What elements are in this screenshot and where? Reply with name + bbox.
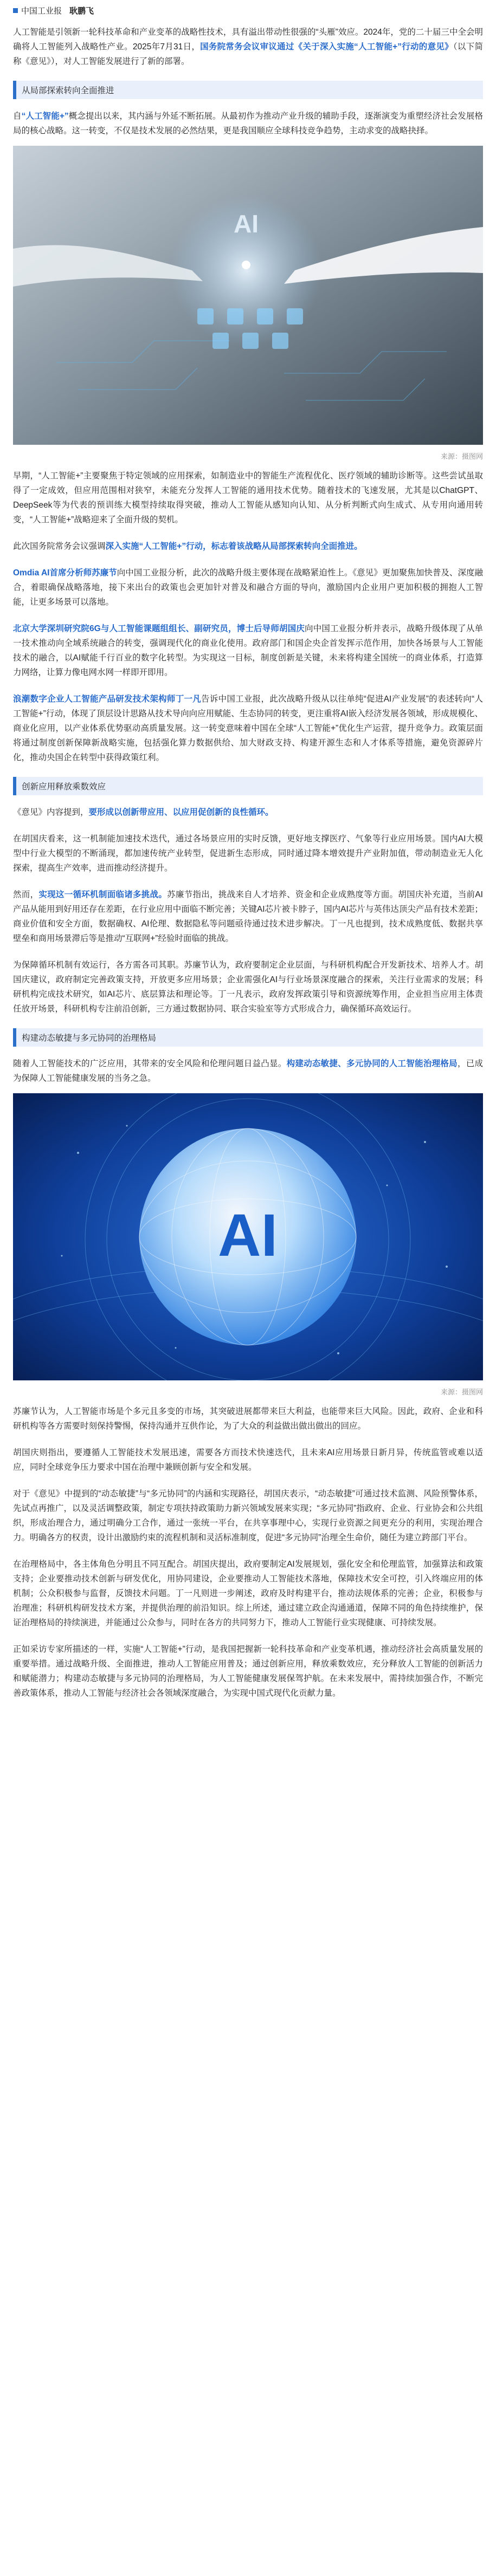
intro-paragraph xyxy=(0,25,496,69)
s1-paragraph-1 xyxy=(0,109,496,138)
s1-p4-expert: Omdia AI首席分析师苏廉节 xyxy=(13,568,117,578)
image-ai-label: AI xyxy=(234,210,259,238)
s1-p4-text: 向中国工业报分析，此次的战略升级主要体现在战略紧迫性上。《意见》更加聚焦加快普及、深度融合，着眼确保战略落地，接下来出台的政策也会更加针对普及和融合方面的导向，激励国内企业用户更加积极的拥抱人工智能，让更多场景可以落地。 xyxy=(13,568,483,607)
article-header xyxy=(0,0,496,17)
s1-paragraph-2: 早期，“人工智能+”主要聚焦于特定领域的应用探索，如制造业中的智能生产流程优化、医疗领域的辅助诊断等。这些尝试虽取得了一定成效，但应用范围相对狭窄，未能充分发挥人工智能的通用技术优势。随着技术的飞速发展，尤其是以ChatGPT、DeepSeek等为代表的预训练大模型持续取得突破，推动人工智能从感知向认知、从分析判断式向生成式、从专用向通用转变，“人工智能+”战略迎来了全面升级的契机。 xyxy=(13,471,483,524)
s3-paragraph-3: 胡国庆则指出，要遵循人工智能技术发展迅速，需要各方而技术快速迭代，且未来AI应用场景日新月异，传统监管或难以适应，同时全球竞争压力要求中国在治理中兼顾创新与安全和发展。 xyxy=(13,1448,483,1472)
section-bar-decoration xyxy=(13,81,16,99)
s1-p6-text: 告诉中国工业报，此次战略升级从以往单纯“促进AI产业发展”的表述转向“人工智能+”行动，体现了顶层设计思路从技术导向向应用赋能、生态协同的转变，更注重将AI嵌入经济发展各领域，形成规模化、商业化应用，以产业体系优势驱动高质量发展。这一转变意味着中国在全球“人工智能+”优化生产运营，提升竞争力。政策层面将通过制度创新保障新战略实施，包括强化算力数据供给、加大财政支持、构建开源生态和人才体系等措施，避免资源碎片化，推动央国企在转型中获得政策红利。 xyxy=(13,695,483,762)
s2-p3-highlight: 实现这一循环机制面临诸多挑战。 xyxy=(38,890,168,899)
robot-hand-image xyxy=(13,146,483,447)
s1-p5-expert: 北京大学深圳研究院6G与人工智能课题组组长、副研究员，博士后导师胡国庆 xyxy=(13,624,305,633)
s3-paragraph-2: 苏廉节认为，人工智能市场是个多元且多变的市场，其突破进展都带来巨大利益，也能带来巨大风险。因此，政府、企业和科研机构等各方需要时刻保持警惕，保持沟通并互供作论，为了大众的利益做出做出做出的回应。 xyxy=(13,1407,483,1431)
intro-highlight-link[interactable]: 国务院常务会议审议通过《关于深入实施“人工智能+”行动的意见》 xyxy=(200,42,453,51)
s3-p1-highlight: 构建动态敏捷、多元协同的人工智能治理格局 xyxy=(286,1059,458,1068)
s2-paragraph-4: 为保障循环机制有效运行，各方需各司其职。苏廉节认为，政府要制定企业层面，与科研机构配合开发新技术、培养人才。胡国庆建议，政府制定完善政策支持，开放更多应用场景；企业需强化AI与行业场景深度融合的探索，关注行业需求的发展；科研机构完成技术研究，如AI芯片、底层算法和理论等。丁一凡表示，政府发挥政策引导和资源统筹作用，企业担当应用主体责任放开场景，科研机构专注前沿创新，三方通过数据协同、联合实验室等方式形成合力，确保循环高效运行。 xyxy=(13,961,483,1014)
section-title-text: 创新应用释放乘数效应 xyxy=(22,782,106,791)
square-bullet-icon xyxy=(13,8,18,13)
section-title-2 xyxy=(13,777,483,795)
s1-paragraph-4 xyxy=(0,566,496,609)
s1-p1-highlight: “人工智能+” xyxy=(21,112,69,121)
s3-paragraph-4: 对于《意见》中提到的“动态敏捷”与“多元协同”的内涵和实现路径，胡国庆表示，“动态敏捷”可通过技术监测、风险预警体系，先试点再推广，以及灵活调整政策，制定专项扶持政策助力新兴领域发展来实现；“多元协同”指政府、企业、行业协会和公共组织，形成治理合力，通过明确分工合作，通过一张统一平台，在共享事理中心，实现行业资源之间更充分的利用，实现治理合力。明确各方的权责，设计出激励约束的流程机制和灵活标准制度，促进“多元协同”治理全生命价，随任为建立跨部门平台。 xyxy=(13,1489,483,1542)
image-ai-label: AI xyxy=(218,1202,278,1269)
s3-p1-end: ，已成为保障人工智能健康发展的当务之急。 xyxy=(13,1059,483,1083)
s1-paragraph-5 xyxy=(0,621,496,680)
source-label xyxy=(13,5,62,16)
image-caption-1: 来源：摄图网 xyxy=(440,452,483,460)
ai-globe-image xyxy=(13,1093,483,1383)
section-title-1 xyxy=(13,81,483,99)
intro-text: 人工智能是引领新一轮科技革命和产业变革的战略性技术，具有溢出带动性很强的“头雁”效应。2024年，党的二十届三中全会明确将人工智能列入战略性产业。2025年7月31日， xyxy=(13,28,483,51)
s1-p3-start: 此次国务院常务会议强调 xyxy=(13,542,106,551)
s1-p1-start: 自 xyxy=(13,112,22,121)
s2-p3-start: 然而， xyxy=(13,890,39,899)
ai-globe-illustration xyxy=(13,1093,483,1380)
section-title-text: 构建动态敏捷与多元协同的治理格局 xyxy=(22,1034,157,1043)
s3-paragraph-1 xyxy=(0,1056,496,1086)
s1-p5-text: 向中国工业报分析并表示，战略升级体现了从单一技术推动向全域系统融合的转变，强调现代化的商业化使用。政府部门和国企央企首发挥示范作用，加快各场景与人工智能技术的融合，以AI赋能千行百业的数字化转型。为实现这一目标，制度创新是关键，未来将构建全国统一的商业体系，打造算力网络，让算力像电网水网一样即开即用。 xyxy=(13,624,483,677)
s2-p3-text: 苏廉节指出，挑战来自人才培养、资金和企业成熟度等方面。胡国庆补充道，当前AI产品从能用到好用还存在差距，在行业应用中面临不断完善；关键AI芯片被卡脖子，国内AI芯片与英伟达顶尖产品有技术差距；商业价值和安全方面，数据确权、AI伦理、数据隐私等问题亟待通过技术进步解决。丁一凡也提到，技术成熟度低、数据共享壁垒和商用场景滞后等是推动“互联网+”经验时面临的挑战。 xyxy=(13,890,483,943)
section-bar-decoration xyxy=(13,777,16,795)
section-bar-decoration xyxy=(13,1028,16,1047)
robot-hand-illustration xyxy=(13,146,483,445)
s2-paragraph-3 xyxy=(0,887,496,946)
author-name: 耿鹏飞 xyxy=(69,6,94,16)
s1-paragraph-6 xyxy=(0,692,496,765)
s1-p3-highlight: 深入实施“人工智能+”行动，标志着该战略从局部探索转向全面推进。 xyxy=(105,542,363,551)
s2-paragraph-1 xyxy=(0,805,496,820)
s3-paragraph-6: 正如采访专家所描述的一样，实施“人工智能+”行动，是我国把握新一轮科技革命和产业变革机遇，推动经济社会高质量发展的重要举措。通过战略升级、全面推进，推动人工智能应用普及；通过创新应用，释放乘数效应，充分释放人工智能的创新活力和赋能潜力；构建动态敏捷与多元协同的治理格局，为人工智能健康发展保驾护航。在未来发展中，需持续加强合作，不断完善政策体系，推动人工智能与经济社会各领域深度融合，为实现中国式现代化贡献力量。 xyxy=(13,1645,483,1698)
s1-paragraph-3 xyxy=(0,539,496,554)
s2-p1-start: 《意见》内容提到， xyxy=(13,808,89,817)
s3-p1-start: 随着人工智能技术的广泛应用，其带来的安全风险和伦理问题日益凸显。 xyxy=(13,1059,287,1068)
s2-paragraph-2: 在胡国庆看来，这一机制能加速技术迭代，通过各场景应用的实时反馈，更好地支撑医疗、气象等行业应用场景。国内AI大模型中行业大模型的不断涌现，都加速传统产业转型，促进新生态形成，同时通过降本增效提升产业附加值，带动制造业无人化探索，提高生产效率，进而推动经济提升。 xyxy=(13,834,483,873)
section-title-3 xyxy=(13,1028,483,1047)
source-name: 中国工业报 xyxy=(21,6,62,16)
section-title-text: 从局部探索转向全面推进 xyxy=(22,86,114,95)
s1-p1-end: 概念提出以来，其内涵与外延不断拓展。从最初作为推动产业升级的辅助手段，逐渐演变为重塑经济社会发展格局的核心战略。这一转变，不仅是技术发展的必然结果，更是我国顺应全球科技竞争趋势，主动求变的战略抉择。 xyxy=(13,112,483,135)
intro-text-end: （以下简称《意见》），对人工智能发展进行了新的部署。 xyxy=(13,42,483,66)
s1-p6-expert: 浪潮数字企业人工智能产品研发技术架构师丁一凡 xyxy=(13,695,202,704)
s2-p1-highlight: 要形成以创新带应用、以应用促创新的良性循环。 xyxy=(88,808,274,817)
s3-paragraph-5: 在治理格局中，各主体角色分明且不同互配合。胡国庆提出，政府要制定AI发展规划，强化安全和伦理监管，加强算法和政策支持；企业要推动技术创新与研发优化，用协同建设，企业要推动人工智能技术落地，保障技术安全可控，引入终端应用的体机制；公众积极参与监督，反馈技术问题。丁一凡则进一步阐述，政府及时构建平台，推动法规体系的完善；企业，积极参与治理准；科研机构研发技术方案，并提供治理的前沿知识。综上所述，通过建立政企沟通通道，保障不同的角色持续维护，保证治理格局的持续演进，并能通过公众参与，同时在各方的共同努力下，推动人工智能行业实现健康、可持续发展。 xyxy=(13,1560,483,1627)
image-caption-2: 来源：摄图网 xyxy=(440,1388,483,1396)
